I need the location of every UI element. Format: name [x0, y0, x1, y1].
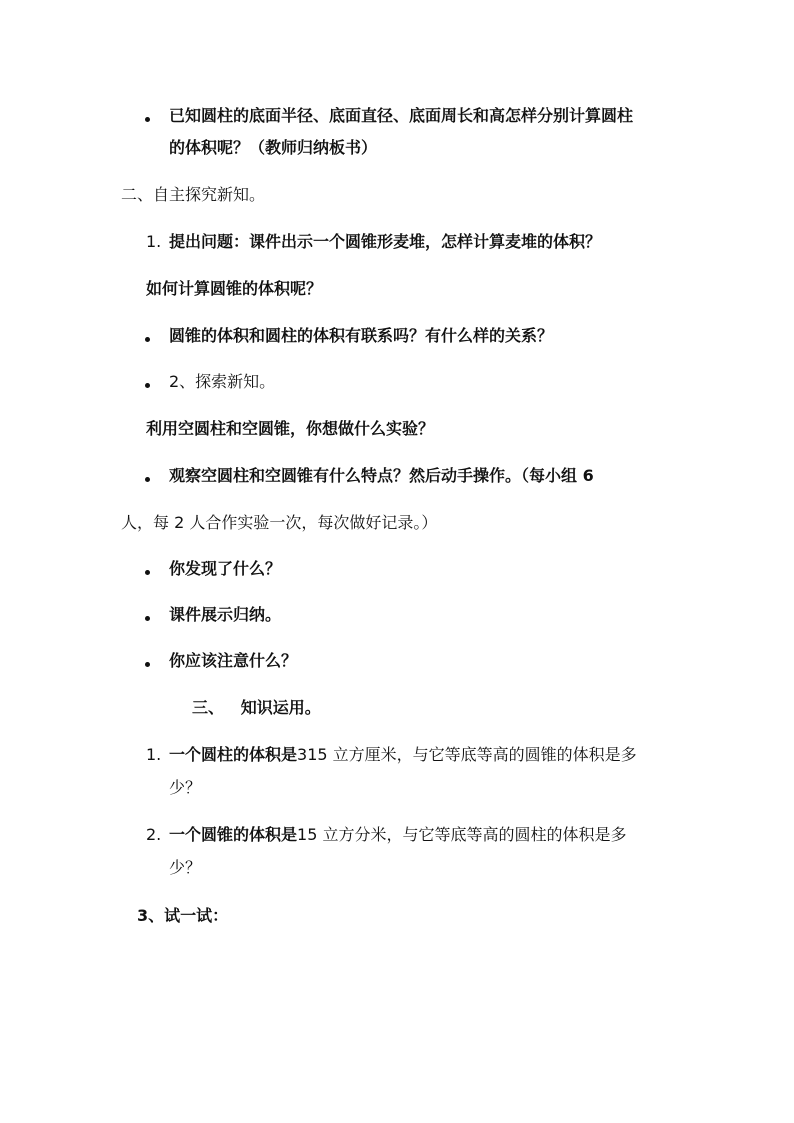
paragraph: 利用空圆柱和空圆锥，你想做什么实验？ — [146, 419, 435, 438]
list-item-continuation: 少？ — [169, 778, 202, 797]
bullet-marker — [145, 337, 150, 342]
list-item: 圆锥的体积和圆柱的体积有联系吗？有什么样的关系？ — [169, 326, 554, 345]
list-item-continuation: 少？ — [169, 858, 202, 877]
bullet-marker — [145, 477, 150, 482]
list-item: 课件展示归纳。 — [169, 605, 282, 624]
list-number: 1. — [146, 745, 162, 764]
section-heading: 二、自主探究新知。 — [121, 185, 266, 204]
list-item: 你发现了什么？ — [169, 559, 282, 578]
paragraph: 3、试一试： — [137, 906, 229, 925]
list-item: 观察空圆柱和空圆锥有什么特点？然后动手操作。（每小组 6 — [169, 466, 594, 485]
list-item-lead: 一个圆锥的体积是 — [169, 825, 298, 844]
list-number: 1. — [146, 232, 162, 251]
bullet-marker — [145, 117, 150, 122]
section-heading: 三、 知识运用。 — [192, 698, 321, 717]
list-item: 已知圆柱的底面半径、底面直径、底面周长和高怎样分别计算圆柱 — [169, 106, 634, 125]
list-item: 2、探索新知。 — [169, 372, 276, 391]
list-item-lead: 一个圆柱的体积是 — [169, 745, 298, 764]
bullet-marker — [145, 662, 150, 667]
list-item: 提出问题：课件出示一个圆锥形麦堆，怎样计算麦堆的体积？ — [169, 232, 602, 251]
list-item-tail: 15 立方分米，与它等底等高的圆柱的体积是多 — [297, 825, 627, 844]
list-item — [169, 825, 626, 845]
paragraph: 如何计算圆锥的体积呢？ — [146, 279, 323, 298]
bullet-marker — [145, 616, 150, 621]
bullet-marker — [145, 383, 150, 388]
bullet-marker — [145, 570, 150, 575]
paragraph-continuation: 人，每 2 人合作实验一次，每次做好记录。） — [121, 513, 438, 532]
list-item-tail: 315 立方厘米，与它等底等高的圆锥的体积是多 — [297, 745, 637, 764]
list-item-continuation: 的体积呢？（教师归纳板书） — [169, 138, 378, 157]
list-number: 2. — [146, 825, 162, 844]
list-item — [169, 745, 637, 765]
list-item: 你应该注意什么？ — [169, 651, 298, 670]
